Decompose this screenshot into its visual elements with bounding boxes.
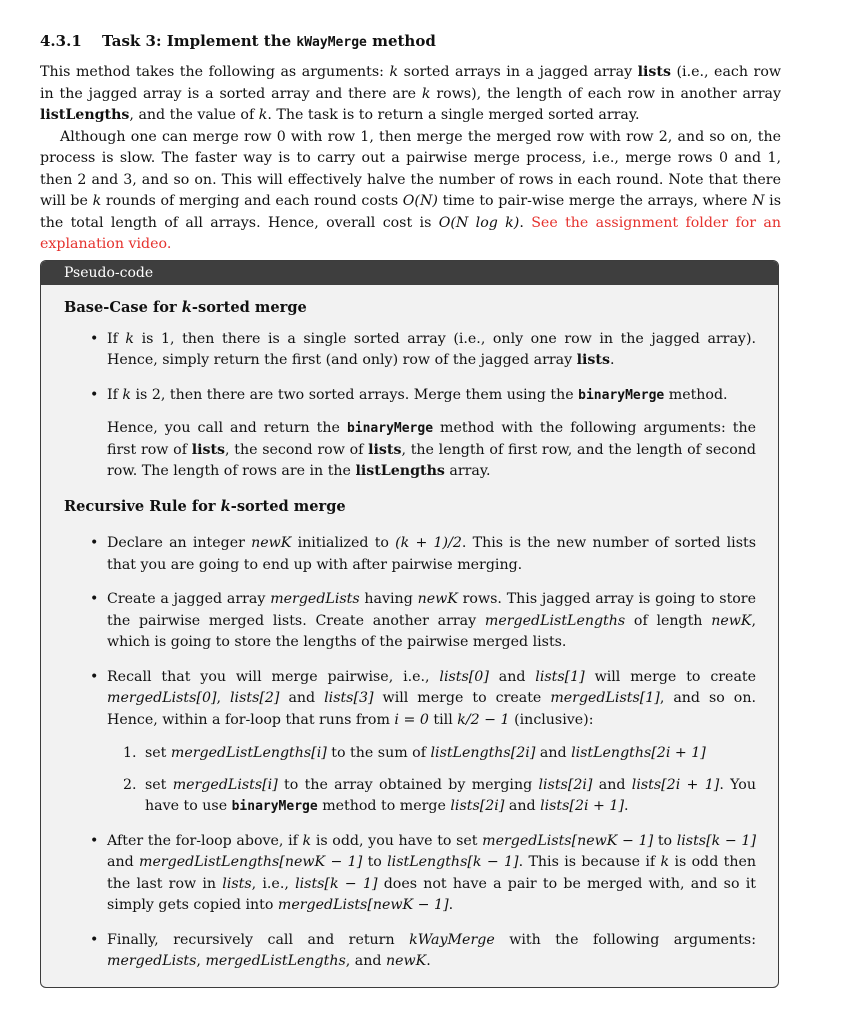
for-loop-steps <box>107 743 756 818</box>
intro-paragraph-1: This method takes the following as arguments: k sorted arrays in a jagged array lists (i.e., each row in the jagged array is a sorted array and there are k rows), the length of each row in another array listLengths, and the value of k. The task is to return a single merged sorted array. <box>40 64 782 123</box>
intro-text <box>40 62 781 256</box>
pseudo-code-title: Pseudo-code <box>41 261 778 285</box>
section-number: 4.3.1 <box>40 32 82 50</box>
list-item: 2. set mergedLists[i] to the array obtained by merging lists[2i] and lists[2i + 1]. You have to use binaryMerge method to merge lists[2i] and lists[2i + 1]. <box>123 776 756 814</box>
list-item: • Finally, recursively call and return kWayMerge with the following arguments: mergedLists, mergedListLengths, and newK. <box>64 930 756 973</box>
list-item: • Create a jagged array mergedLists having newK rows. This jagged array is going to store the pairwise merged lists. Create another array mergedListLengths of length newK, which is going to store the lengths of the pairwise merged lists. <box>64 589 756 654</box>
method-name: kWayMerge <box>296 35 367 50</box>
pseudo-code-box <box>40 260 779 988</box>
explanation-video-link[interactable]: See the assignment folder for an explanation video. <box>40 214 781 252</box>
recursive-rule-list <box>64 533 756 973</box>
list-item: 1. set mergedListLengths[i] to the sum of listLengths[2i] and listLengths[2i + 1] <box>123 745 706 761</box>
recursive-rule-heading: Recursive Rule for k-sorted merge <box>64 497 346 515</box>
pseudo-code-body <box>41 285 778 973</box>
section-heading: 4.3.1 Task 3: Implement the kWayMerge method <box>40 32 436 50</box>
list-item: • If k is 1, then there is a single sorted array (i.e., only one row in the jagged array). Hence, simply return the first (and only) row of the jagged array lists. <box>64 329 756 372</box>
list-item: • Declare an integer newK initialized to (k + 1)/2. This is the new number of sorted lists that you are going to end up with after pairwise merging. <box>64 533 756 576</box>
list-item: • Recall that you will merge pairwise, i.e., lists[0] and lists[1] will merge to create mergedLists[0], lists[2] and lists[3] will merge to create mergedLists[1], and so on. Hence, within a for-loop that runs from i = 0 till k/2 − 1 (inclusive): 1. set mergedListLengths[i] to the sum of listLengths[2i] and listLengths[2i + 1] 2. set mergedLists[i] to the array obtained by merging lists[2i] and lists[2i + 1]. You have to use binaryMerge method to merge lists[2i] and lists[2i + 1]. <box>64 667 756 818</box>
list-item: • If k is 2, then there are two sorted arrays. Merge them using the binaryMerge method. Hence, you call and return the binaryMerge method with the following arguments: the first row of lists, the second row of lists, the length of first row, and the length of second row. The length of rows are in the listLengths array. <box>64 385 756 483</box>
intro-paragraph-2: Although one can merge row 0 with row 1, then merge the merged row with row 2, and so on, the process is slow. The faster way is to carry out a pairwise merge process, i.e., merge rows 0 and 1, then 2 and 3, and so on. This will effectively halve the number of rows in each round. Note that there will be k rounds of merging and each round costs O(N) time to pair-wise merge the arrays, where N is the total length of all arrays. Hence, overall cost is O(N log k). See the assignment folder for an explanation video. <box>40 128 781 252</box>
base-case-heading: Base-Case for k-sorted merge <box>64 299 307 316</box>
base-case-list <box>64 329 756 483</box>
list-item: • After the for-loop above, if k is odd, you have to set mergedLists[newK − 1] to lists[k − 1] and mergedListLengths[newK − 1] to listLengths[k − 1]. This is because if k is odd then the last row in lists, i.e., lists[k − 1] does not have a pair to be merged with, and so it simply gets copied into mergedLists[newK − 1]. <box>64 831 756 917</box>
